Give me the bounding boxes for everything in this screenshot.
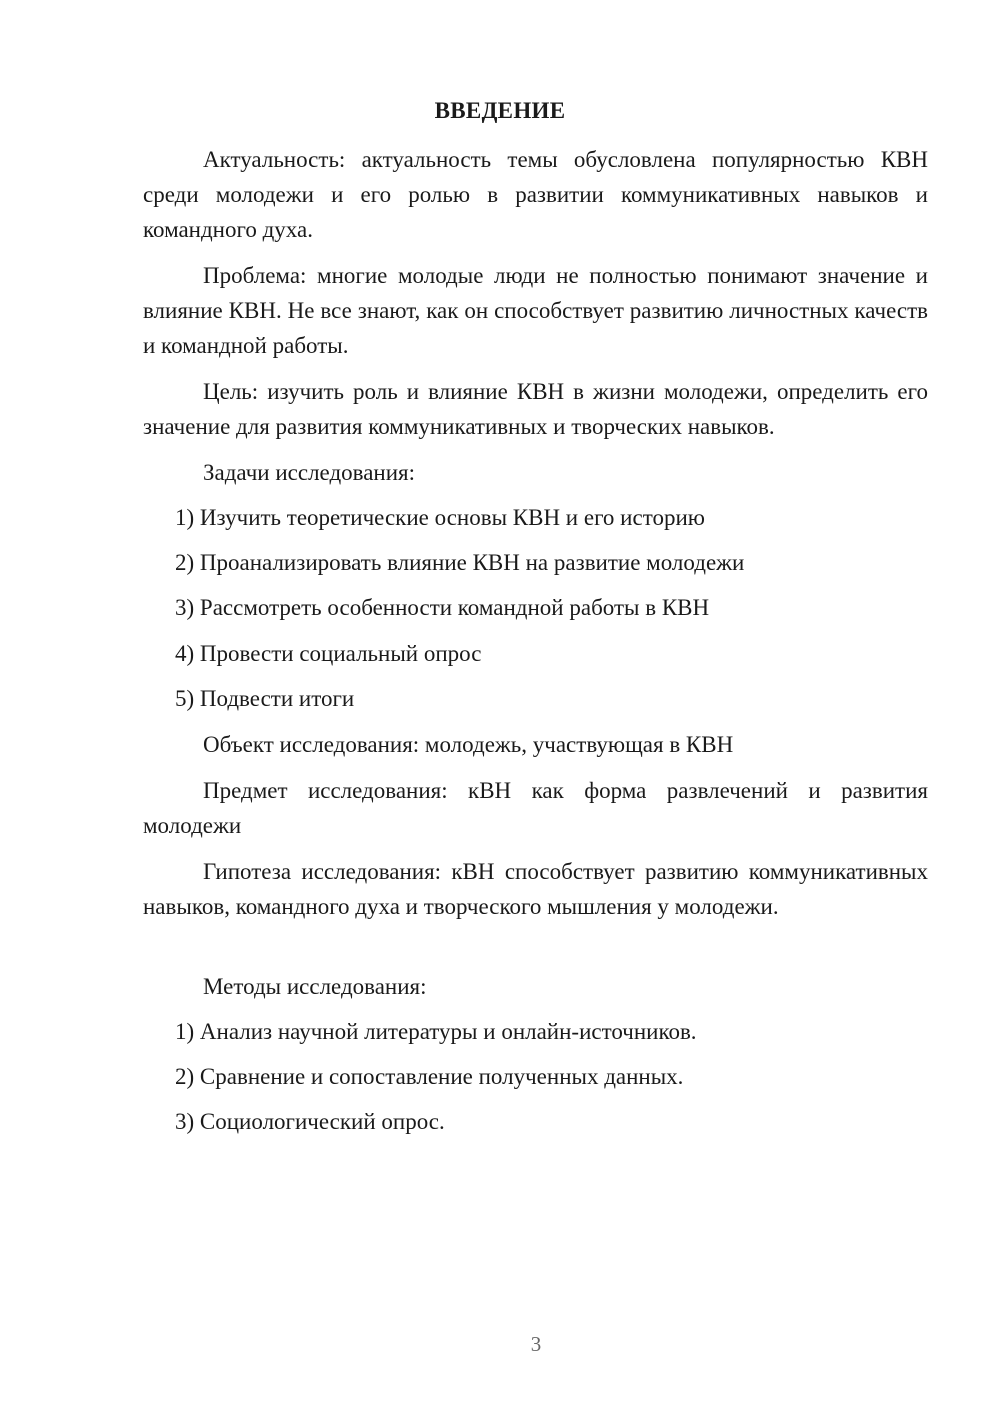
task-item: 1) Изучить теоретические основы КВН и его историю: [175, 505, 705, 530]
method-item: 2) Сравнение и сопоставление полученных данных.: [175, 1064, 684, 1089]
task-item: 5) Подвести итоги: [175, 686, 355, 711]
tasks-heading: Задачи исследования:: [203, 460, 416, 485]
task-item: 2) Проанализировать влияние КВН на развитие молодежи: [175, 550, 745, 575]
task-item: 4) Провести социальный опрос: [175, 641, 482, 666]
method-item: 3) Социологический опрос.: [175, 1109, 445, 1134]
methods-heading: Методы исследования:: [203, 974, 427, 999]
method-item: 1) Анализ научной литературы и онлайн-источников.: [175, 1019, 697, 1044]
page-number: 3: [530, 1332, 542, 1356]
hypothesis-paragraph: Гипотеза исследования: кВН способствует развитию коммуникативных навыков, командного духа и творческого мышления у молодежи.: [143, 859, 928, 919]
task-item: 3) Рассмотреть особенности командной работы в КВН: [175, 595, 710, 620]
problem-paragraph: Проблема: многие молодые люди не полностью понимают значение и влияние КВН. Не все знают, как он способствует развитию личностных качеств и командной работы.: [143, 263, 928, 358]
relevance-paragraph: Актуальность: актуальность темы обусловлена популярностью КВН среди молодежи и его ролью в развитии коммуникативных навыков и командного духа.: [143, 147, 928, 242]
goal-paragraph: Цель: изучить роль и влияние КВН в жизни молодежи, определить его значение для развития коммуникативных и творческих навыков.: [143, 379, 928, 439]
subject-paragraph: Предмет исследования: кВН как форма развлечений и развития молодежи: [143, 778, 928, 838]
section-title: ВВЕДЕНИЕ: [434, 98, 566, 123]
object-paragraph: Объект исследования: молодежь, участвующая в КВН: [203, 732, 734, 757]
